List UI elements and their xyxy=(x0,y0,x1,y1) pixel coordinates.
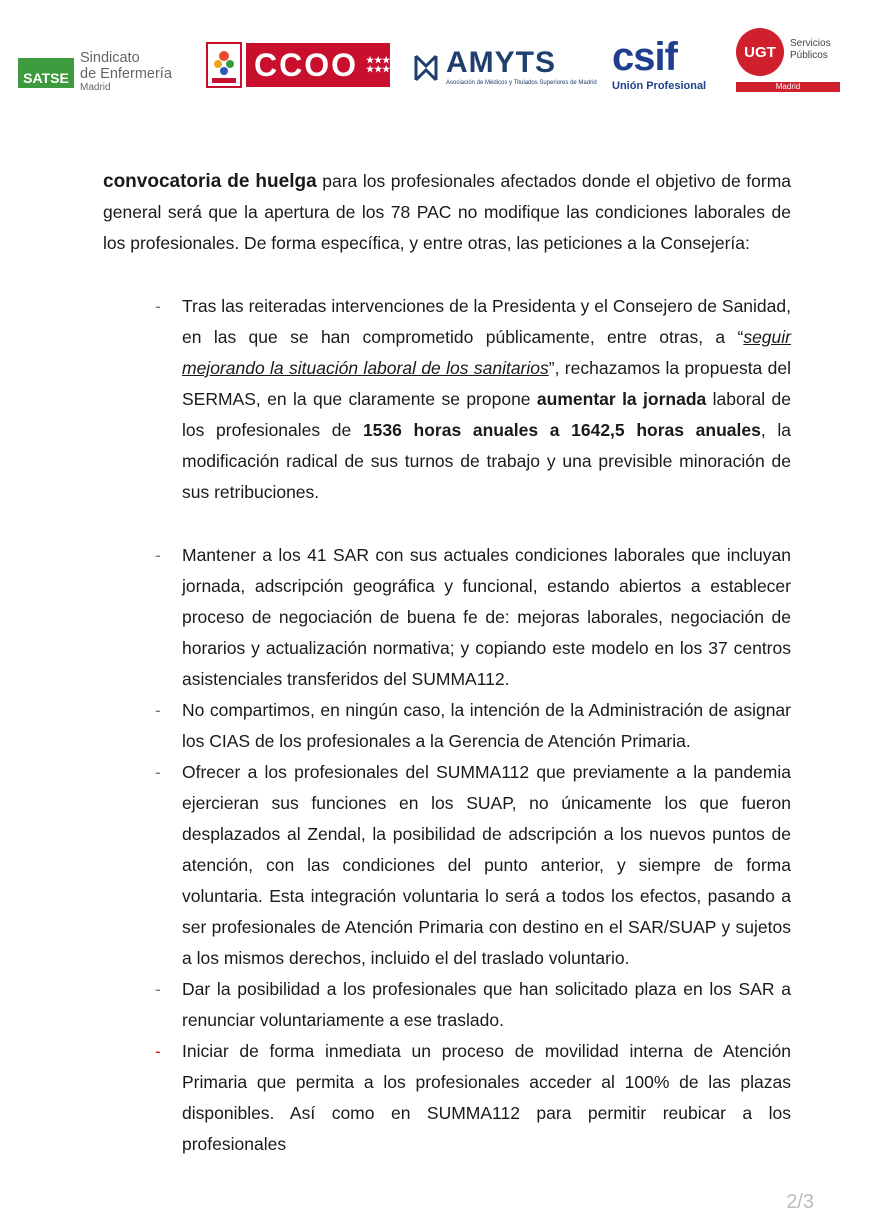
amyts-logo xyxy=(412,46,597,90)
list-item xyxy=(103,695,791,757)
intro-text: para los profesionales afectados donde el objetivo de forma general será que la apertura de los 78 PAC no modifique las condiciones laborales de los profesionales. De forma específica, y entre otras, las peticiones a la Consejería: xyxy=(103,171,791,253)
petitions-list xyxy=(103,291,791,1160)
satse-line-3: Madrid xyxy=(80,82,111,93)
bullet-marker: - xyxy=(155,296,161,316)
amyts-name: AMYTS xyxy=(446,46,556,79)
list-item xyxy=(103,1036,791,1160)
satse-line-1: Sindicato xyxy=(80,50,140,66)
ccoo-wordmark xyxy=(246,43,399,87)
ugt-line-2: Públicos xyxy=(790,50,828,61)
ugt-text xyxy=(790,38,831,62)
list-item xyxy=(103,291,791,508)
page-number: 2/3 xyxy=(786,1191,814,1213)
list-item xyxy=(103,757,791,974)
ugt-line-1: Servicios xyxy=(790,38,831,49)
item-text: ”, rechazamos la propuesta del SERMAS, en la que claramente se propone xyxy=(182,358,791,409)
amyts-knot-icon xyxy=(412,50,440,86)
list-item xyxy=(103,974,791,1036)
csif-name: csif xyxy=(612,35,677,79)
item-text: laboral de los profesionales de xyxy=(182,389,791,440)
ccoo-emblem-icon xyxy=(206,42,242,88)
item-text: No compartimos, en ningún caso, la intención de la Administración de asignar los CIAS de los profesionales a la Gerencia de Atención Primaria. xyxy=(182,700,791,751)
bullet-marker: - xyxy=(155,545,161,565)
satse-line-2: de Enfermería xyxy=(80,66,172,82)
csif-subtitle: Unión Profesional xyxy=(612,80,707,92)
ugt-logo xyxy=(736,28,856,92)
item-text: Ofrecer a los profesionales del SUMMA112 que previamente a la pandemia ejercieran sus funciones en los SUAP, no únicamente los que fueron desplazados al Zendal, la posibilidad de adscripción a los nuevos puntos de atención, con las condiciones del punto anterior, y siempre de forma voluntaria. Esta integración voluntaria lo será a todos los efectos, pasando a ser profesionales de Atención Primaria con destino en el SAR/SUAP y sujetos a los mismos derechos, incluido el del traslado voluntario. xyxy=(182,762,791,968)
satse-logo-text xyxy=(80,50,172,93)
ccoo-logo xyxy=(206,42,399,88)
list-item xyxy=(103,540,791,695)
item-text: Tras las reiteradas intervenciones de la Presidenta y el Consejero de Sanidad, en las que se han comprometido públicamente, entre otras, a “ xyxy=(182,296,791,347)
logos-header xyxy=(0,26,872,98)
satse-logo-mark: SATSE xyxy=(18,58,74,88)
ccoo-stars: ★★★★ ★★★ xyxy=(366,55,399,74)
item-text: Mantener a los 41 SAR con sus actuales condiciones laborales que incluyan jornada, adscripción geográfica y funcional, estando abiertos a establecer proceso de negociación de buena fe de: mejoras laborales, negociación de horarios y actualización normativa; y copiando este modelo en los 37 centros asistenciales transferidos del SUMMA112. xyxy=(182,545,791,689)
item-quote: seguir mejorando la situación laboral de los sanitarios xyxy=(182,327,791,378)
item-bold: 1536 horas anuales a 1642,5 horas anuales xyxy=(362,420,761,440)
intro-bold: convocatoria de huelga xyxy=(103,171,317,192)
item-text: , la modificación radical de sus turnos de trabajo y una previsible minoración de sus retribuciones. xyxy=(182,420,791,502)
bullet-marker: - xyxy=(155,979,161,999)
item-text: Dar la posibilidad a los profesionales que han solicitado plaza en los SAR a renunciar voluntariamente a ese traslado. xyxy=(182,979,791,1030)
bullet-marker: - xyxy=(155,700,161,720)
bullet-marker: - xyxy=(155,1041,161,1061)
ccoo-name: CCOO xyxy=(254,46,358,83)
ccoo-flower-icon xyxy=(208,44,240,86)
intro-paragraph xyxy=(103,166,791,259)
amyts-subtitle: Asociación de Médicos y Titulados Superiores de Madrid xyxy=(446,80,597,86)
document-body xyxy=(103,166,791,1160)
ugt-emblem: UGT xyxy=(736,28,784,76)
bullet-marker: - xyxy=(155,762,161,782)
satse-logo xyxy=(18,44,194,100)
ugt-region: Madrid xyxy=(736,82,840,92)
item-text: Iniciar de forma inmediata un proceso de movilidad interna de Atención Primaria que permita a los profesionales acceder al 100% de las plazas disponibles. Así como en SUMMA112 para permitir reubicar a los profesionales xyxy=(182,1041,791,1154)
item-bold: aumentar la jornada xyxy=(536,389,707,409)
csif-logo xyxy=(612,26,707,98)
